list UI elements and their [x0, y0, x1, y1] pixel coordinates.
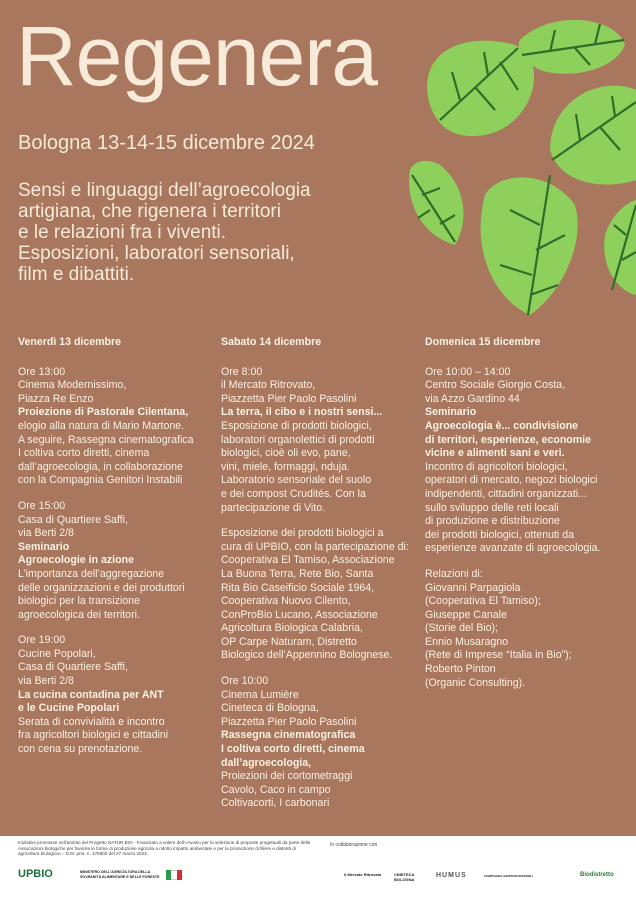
event-desc: Proiezioni dei cortometraggi	[221, 770, 353, 783]
event-desc: dei prodotti biologici, ottenuti da	[425, 528, 575, 541]
event-desc: con la Compagnia Genitori Instabili	[18, 474, 183, 487]
cineteca-logo: CINETECA BOLOGNA	[394, 872, 415, 882]
event-saturday-3	[221, 675, 417, 811]
event-venue: Cineteca di Bologna,	[221, 702, 319, 715]
event-title: La terra, il cibo e i nostri sensi...	[221, 406, 383, 419]
speakers-label: Relazioni di:	[425, 567, 483, 580]
intro-line: e le relazioni fra i viventi.	[18, 222, 227, 243]
event-desc: Rita Bio Caseificio Sociale 1964,	[221, 581, 375, 594]
event-venue: il Mercato Ritrovato,	[221, 379, 316, 392]
event-desc: Incontro di agricoltori biologici,	[425, 460, 568, 473]
italy-flag-icon	[166, 870, 182, 880]
event-desc: operatori di mercato, negozi biologici	[425, 474, 598, 487]
event-sunday-1	[425, 366, 621, 556]
genitori-instabili-logo: COMPAGNIA GENITORI INSTABILI	[484, 874, 533, 878]
event-desc: indipendenti, cittadini organizzati...	[425, 487, 587, 500]
ministry-logo: MINISTERO DELL’AGRICOLTURA DELLA SOVRANITÀ ALIMENTARE E DELLE FORESTE	[80, 870, 160, 879]
speaker-org: (Storie del Bio);	[425, 622, 499, 635]
event-venue: Cucine Popolari,	[18, 647, 96, 660]
event-sunday-speakers	[425, 568, 621, 690]
event-friday-2	[18, 500, 214, 622]
event-desc: La Buona Terra, Rete Bio, Santa	[221, 567, 374, 580]
event-desc: agroecologica dei territori.	[18, 608, 140, 621]
event-title: Seminario	[425, 406, 477, 419]
event-time: Ore 15:00	[18, 499, 66, 512]
intro-text	[18, 180, 398, 285]
intro-line: Esposizioni, laboratori sensoriali,	[18, 243, 295, 264]
event-desc: Laboratorio sensoriale del suolo	[221, 474, 372, 487]
event-desc: e dei compost Crudités. Con la	[221, 487, 366, 500]
leaves-illustration	[400, 10, 636, 330]
event-title: I coltiva corto diretti, cinema	[221, 743, 365, 756]
leaf-icon	[519, 20, 625, 74]
event-address: Piazza Re Enzo	[18, 392, 94, 405]
event-title: Seminario	[18, 540, 70, 553]
event-desc: Cooperativa Nuovo Cilento,	[221, 595, 351, 608]
speaker: Giuseppe Canale	[425, 608, 507, 621]
speaker-org: (Rete di Imprese “Italia in Bio”);	[425, 649, 572, 662]
leaf-icon	[604, 200, 636, 295]
event-title: vicine e alimenti sani e veri.	[425, 447, 565, 460]
event-desc: di produzione e distribuzione	[425, 515, 560, 528]
event-address: Piazzetta Pier Paolo Pasolini	[221, 715, 357, 728]
event-desc: dall’agroecologia, in collaborazione	[18, 460, 183, 473]
event-venue: Casa di Quartiere Saffi,	[18, 661, 128, 674]
intro-line: artigiana, che rigenera i territori	[18, 201, 281, 222]
event-desc: biologici per la transizione	[18, 595, 140, 608]
event-desc: Agricoltura Biologica Calabria,	[221, 622, 363, 635]
event-desc: I coltiva corto diretti, cinema	[18, 447, 150, 460]
footer	[0, 836, 636, 898]
day-heading: Domenica 15 dicembre	[425, 336, 541, 348]
speaker: Giovanni Parpagiola	[425, 581, 521, 594]
event-title: La cucina contadina per ANT	[18, 688, 164, 701]
event-desc: Coltivacorti, I carbonari	[221, 797, 330, 810]
event-desc: fra agricoltori biologici e cittadini	[18, 729, 169, 742]
event-desc: OP Carpe Naturam, Distretto	[221, 635, 357, 648]
event-desc: cura di UPBIO, con la partecipazione di:	[221, 540, 409, 553]
footer-fine-print: Iniziative promosse nell’ambito del Progetto NATUR.BIO - Finanziato a valere dell’«Avviso per la selezione di proposte progettuali da parte delle Associazioni biologiche per favorire le forme di produzione agricola a ridotto impatto ambientale e per la promozione di filiere e distretti di agricoltura biologica» - D.M. prot. n. 176600 del 27 marzo 2023.	[18, 840, 311, 857]
event-title: dall’agroecologia,	[221, 756, 312, 769]
event-desc: ConProBio Lucano, Associazione	[221, 608, 378, 621]
event-time: Ore 10:00	[221, 675, 269, 688]
leaf-icon	[550, 86, 636, 185]
event-title: di territori, esperienze, economie	[425, 433, 592, 446]
intro-line: film e dibattiti.	[18, 264, 135, 285]
event-desc: Esposizione di prodotti biologici,	[221, 419, 372, 432]
event-friday-3	[18, 634, 214, 756]
leaf-icon	[409, 161, 463, 245]
event-desc: Cavolo, Caco in campo	[221, 783, 331, 796]
event-venue: Casa di Quartiere Saffi,	[18, 513, 128, 526]
event-desc: Esposizione dei prodotti biologici a	[221, 527, 384, 540]
event-saturday-2	[221, 527, 417, 663]
event-saturday-1	[221, 366, 417, 516]
upbio-logo: UPBIO	[18, 868, 53, 880]
intro-line: Sensi e linguaggi dell’agroecologia	[18, 180, 311, 201]
humus-logo: HUMUS	[436, 872, 467, 879]
event-date: Bologna 13-14-15 dicembre 2024	[18, 132, 315, 154]
event-desc: Serata di convivialità e incontro	[18, 715, 165, 728]
collab-label: In collaborazione con	[330, 842, 378, 848]
biodistretto-logo: Biodistretto	[580, 872, 614, 878]
day-heading: Venerdì 13 dicembre	[18, 336, 122, 348]
event-time: Ore 8:00	[221, 365, 263, 378]
event-friday-1	[18, 366, 214, 488]
program-saturday	[221, 336, 417, 823]
speaker-org: (Cooperativa El Tamiso);	[425, 595, 541, 608]
event-address: via Azzo Gardino 44	[425, 392, 520, 405]
program-friday	[18, 336, 214, 769]
event-title: Agroecologia è... condivisione	[425, 419, 579, 432]
event-address: Piazzetta Pier Paolo Pasolini	[221, 392, 357, 405]
event-desc: sullo sviluppo delle reti locali	[425, 501, 559, 514]
event-time: Ore 13:00	[18, 365, 66, 378]
event-title: Agroecologie in azione	[18, 554, 134, 567]
event-venue: Centro Sociale Giorgio Costa,	[425, 379, 566, 392]
event-title: Proiezione di Pastorale Cilentana,	[18, 406, 189, 419]
event-desc: Biologico dell’Appennino Bolognese.	[221, 649, 393, 662]
event-desc: delle organizzazioni e dei produttori	[18, 581, 185, 594]
event-desc: L’importanza dell’aggregazione	[18, 567, 165, 580]
event-desc: esperienze avanzate di agroecologia.	[425, 542, 601, 555]
event-desc: laboratori organolettici di prodotti	[221, 433, 375, 446]
event-desc: con cena su prenotazione.	[18, 743, 143, 756]
event-time: Ore 19:00	[18, 634, 66, 647]
event-desc: vini, miele, formaggi, nduja.	[221, 460, 350, 473]
event-venue: Cinema Lumière	[221, 688, 299, 701]
event-address: via Berti 2/8	[18, 527, 74, 540]
event-address: via Berti 2/8	[18, 675, 74, 688]
event-desc: A seguire, Rassegna cinematografica	[18, 433, 194, 446]
event-desc: biologici, cioè oli evo, pane,	[221, 447, 351, 460]
event-time: Ore 10:00 – 14:00	[425, 365, 511, 378]
leaf-icon	[427, 41, 534, 136]
event-title: e le Cucine Popolari	[18, 702, 120, 715]
leaf-icon	[481, 175, 578, 315]
event-desc: partecipazione di Vito.	[221, 501, 326, 514]
speaker: Ennio Musaragno	[425, 635, 509, 648]
event-title: Rassegna cinematografica	[221, 729, 356, 742]
mercato-ritrovato-logo: il Mercato Ritrovato	[344, 872, 382, 877]
event-desc: elogio alla natura di Mario Martone.	[18, 419, 185, 432]
event-desc: Cooperativa El Tamiso, Associazione	[221, 554, 395, 567]
speaker-org: (Organic Consulting).	[425, 676, 526, 689]
speaker: Roberto Pinton	[425, 663, 496, 676]
program-sunday	[425, 336, 621, 702]
day-heading: Sabato 14 dicembre	[221, 336, 322, 348]
event-venue: Cinema Modernissimo,	[18, 379, 127, 392]
poster-title: Regenera	[16, 9, 377, 103]
